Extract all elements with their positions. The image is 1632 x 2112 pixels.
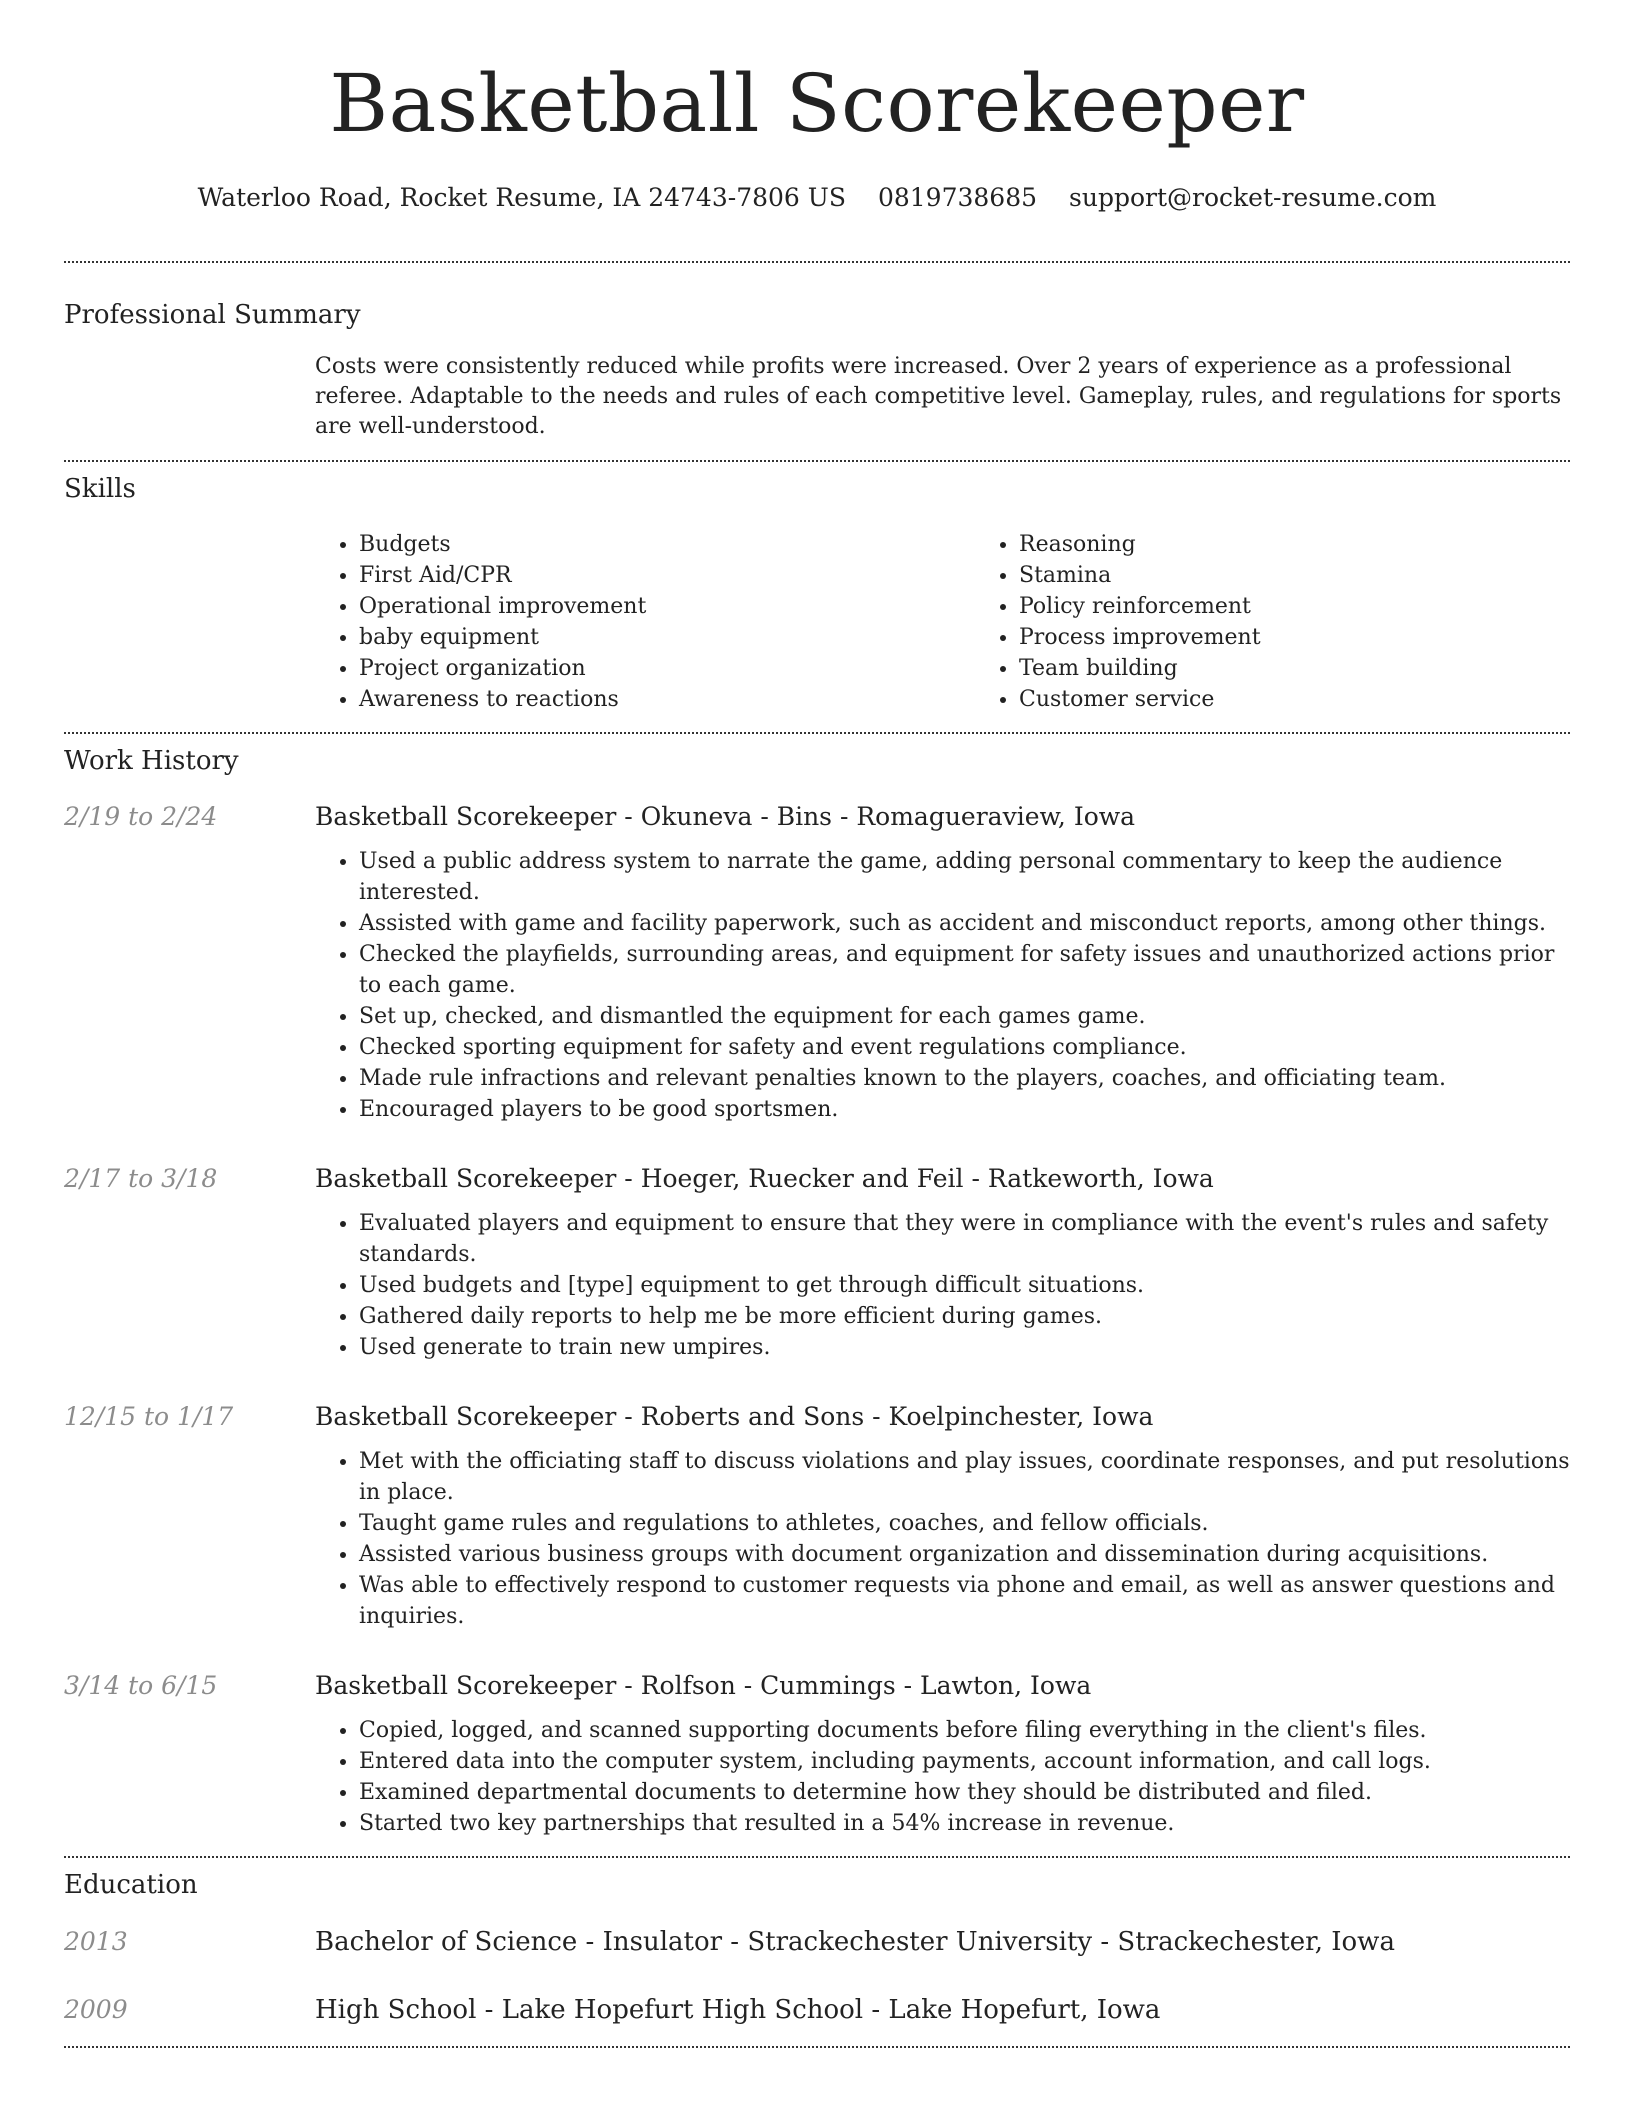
skill-item: • baby equipment [359, 622, 975, 653]
job-dates: 2/19 to 2/24 [64, 802, 218, 831]
job-bullets [315, 1715, 1570, 1839]
job-bullet: • Met with the officiating staff to discuss violations and play issues, coordinate responses, and put resolutions in place. [359, 1446, 1570, 1508]
job-bullet: • Entered data into the computer system, including payments, account information, and call logs. [359, 1746, 1570, 1777]
job-bullets [315, 1446, 1570, 1632]
skill-item: • Reasoning [1019, 529, 1632, 560]
section-title-education: Education [64, 1870, 198, 1900]
skill-item: • Team building [1019, 653, 1632, 684]
skill-item: • Project organization [359, 653, 975, 684]
job-bullet: • Encouraged players to be good sportsmen. [359, 1094, 1570, 1125]
job-dates: 12/15 to 1/17 [64, 1402, 234, 1431]
job-bullets [315, 846, 1570, 1125]
job-title: Basketball Scorekeeper - Rolfson - Cummings - Lawton, Iowa [315, 1671, 1092, 1700]
job-bullet: • Started two key partnerships that resulted in a 54% increase in revenue. [359, 1808, 1570, 1839]
job-dates: 2/17 to 3/18 [64, 1164, 218, 1193]
skill-item: • Process improvement [1019, 622, 1632, 653]
job-entry [64, 1400, 1570, 1632]
job-bullets [315, 1208, 1570, 1363]
job-bullet: • Copied, logged, and scanned supporting documents before filing everything in the client's files. [359, 1715, 1570, 1746]
job-bullet: • Made rule infractions and relevant penalties known to the players, coaches, and officiating team. [359, 1063, 1570, 1094]
job-bullet: • Assisted various business groups with document organization and dissemination during acquisitions. [359, 1539, 1570, 1570]
skill-item: • Policy reinforcement [1019, 591, 1632, 622]
skill-item: • Budgets [359, 529, 975, 560]
education-entry [64, 1925, 1570, 1959]
job-dates: 3/14 to 6/15 [64, 1671, 218, 1700]
candidate-name: Basketball Scorekeeper [329, 57, 1305, 150]
skill-item: • First Aid/CPR [359, 560, 975, 591]
job-entry [64, 800, 1570, 1125]
job-bullet: • Was able to effectively respond to customer requests via phone and email, as well as answer questions and inquiries. [359, 1570, 1570, 1632]
skill-item: • Operational improvement [359, 591, 975, 622]
divider [64, 261, 1570, 263]
education-year: 2013 [64, 1927, 128, 1956]
skills-list-left [315, 529, 975, 715]
job-bullet: • Checked sporting equipment for safety and event regulations compliance. [359, 1032, 1570, 1063]
job-bullet: • Taught game rules and regulations to athletes, coaches, and fellow officials. [359, 1508, 1570, 1539]
contact-line [64, 182, 1570, 214]
job-bullet: • Checked the playfields, surrounding areas, and equipment for safety issues and unauthorized actions prior to each game. [359, 939, 1570, 1001]
summary-text: Costs were consistently reduced while profits were increased. Over 2 years of experience as a professional referee. Adaptable to the needs and rules of each competitive level. Gameplay, rules, and regulations for sports are well-understood. [315, 354, 1562, 439]
education-entry [64, 1993, 1570, 2027]
education-year: 2009 [64, 1995, 128, 2024]
skill-item: • Stamina [1019, 560, 1632, 591]
divider [64, 460, 1570, 462]
job-title: Basketball Scorekeeper - Okuneva - Bins - Romagueraview, Iowa [315, 802, 1136, 831]
section-title-skills: Skills [64, 474, 136, 504]
job-title: Basketball Scorekeeper - Hoeger, Ruecker and Feil - Ratkeworth, Iowa [315, 1164, 1214, 1193]
divider [64, 732, 1570, 734]
job-bullet: • Evaluated players and equipment to ensure that they were in compliance with the event's rules and safety standards. [359, 1208, 1570, 1270]
divider [64, 1856, 1570, 1858]
job-bullet: • Used budgets and [type] equipment to get through difficult situations. [359, 1270, 1570, 1301]
section-title-work: Work History [64, 746, 239, 776]
phone: 0819738685 [877, 183, 1038, 212]
job-bullet: • Examined departmental documents to determine how they should be distributed and filed. [359, 1777, 1570, 1808]
job-bullet: • Gathered daily reports to help me be more efficient during games. [359, 1301, 1570, 1332]
skill-item: • Customer service [1019, 684, 1632, 715]
education-title: High School - Lake Hopefurt High School - Lake Hopefurt, Iowa [315, 1995, 1161, 2025]
job-bullet: • Used generate to train new umpires. [359, 1332, 1570, 1363]
job-entry [64, 1669, 1570, 1839]
skills-list-right [975, 529, 1632, 715]
email: support@rocket-resume.com [1069, 183, 1437, 212]
job-bullet: • Set up, checked, and dismantled the equipment for each games game. [359, 1001, 1570, 1032]
job-bullet: • Assisted with game and facility paperwork, such as accident and misconduct reports, among other things. [359, 908, 1570, 939]
section-title-summary: Professional Summary [64, 300, 361, 330]
summary-row [64, 352, 1570, 442]
address: Waterloo Road, Rocket Resume, IA 24743-7806 US [197, 183, 846, 212]
skills-row [64, 529, 1570, 715]
divider [64, 2046, 1570, 2048]
education-title: Bachelor of Science - Insulator - Strackechester University - Strackechester, Iowa [315, 1927, 1395, 1957]
skill-item: • Awareness to reactions [359, 684, 975, 715]
job-entry [64, 1162, 1570, 1363]
job-bullet: • Used a public address system to narrate the game, adding personal commentary to keep the audience interested. [359, 846, 1570, 908]
resume-page [64, 0, 1570, 2048]
job-title: Basketball Scorekeeper - Roberts and Sons - Koelpinchester, Iowa [315, 1402, 1154, 1431]
